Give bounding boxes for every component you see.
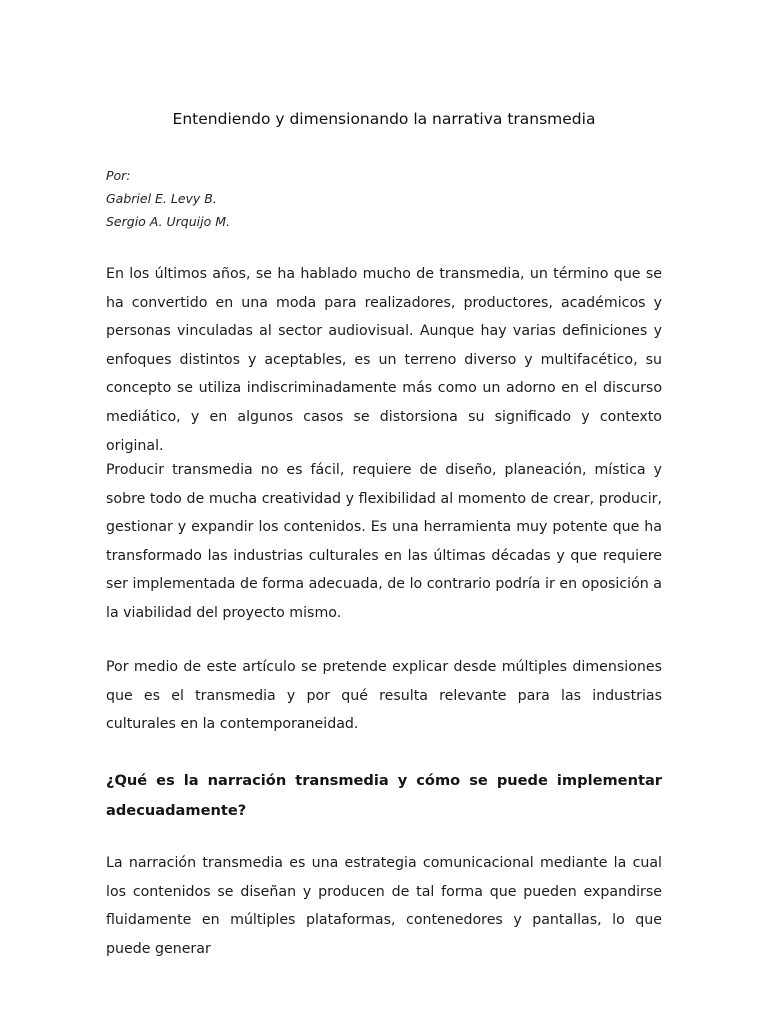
body-paragraph: Por medio de este artículo se pretende explicar desde múltiples dimensiones que es el transmedia y por qué resulta relevante para las industrias culturales en la contemporaneidad. xyxy=(106,659,662,733)
body-paragraph: En los últimos años, se ha hablado mucho de transmedia, un término que se ha convertido en una moda para realizadores, productores, académicos y personas vinculadas al sector audiovisual. Aunque hay varias definiciones y enfoques distintos y aceptables, es un terreno diverso y multifacético, su concepto se utiliza indiscriminadamente más como un adorno en el discurso mediático, y en algunos casos se distorsiona su significado y contexto original. xyxy=(106,266,662,454)
byline xyxy=(106,164,230,233)
author-name: Gabriel E. Levy B. xyxy=(106,191,217,206)
author-name: Sergio A. Urquijo M. xyxy=(106,214,230,229)
document-title: Entendiendo y dimensionando la narrativa transmedia xyxy=(172,110,596,128)
section-heading: ¿Qué es la narración transmedia y cómo se puede implementar adecuadamente? xyxy=(106,772,662,819)
body-paragraph: Producir transmedia no es fácil, requiere de diseño, planeación, mística y sobre todo de mucha creatividad y flexibilidad al momento de crear, producir, gestionar y expandir los contenidos. Es una herramienta muy potente que ha transformado las industrias culturales en las últimas décadas y que requiere ser implementada de forma adecuada, de lo contrario podría ir en oposición a la viabilidad del proyecto mismo. xyxy=(106,462,662,621)
body-paragraph: La narración transmedia es una estrategia comunicacional mediante la cual los contenidos se diseñan y producen de tal forma que pueden expandirse fluidamente en múltiples plataformas, contenedores y pantallas, lo que puede generar xyxy=(106,855,662,957)
byline-label: Por: xyxy=(106,168,131,183)
